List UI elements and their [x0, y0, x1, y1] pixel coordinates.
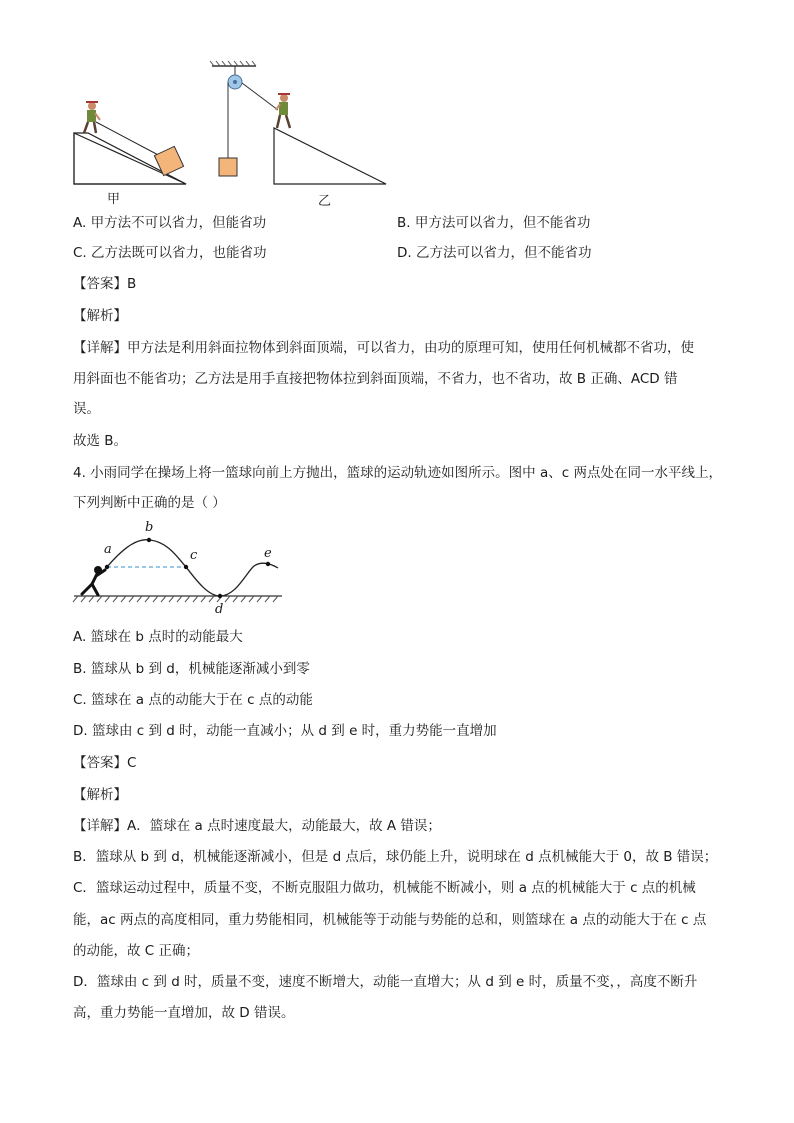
q4-detail-d-line-1: D．篮球由 c 到 d 时，质量不变，速度不断增大，动能一直增大；从 d 到 e 时，质量不变，，高度不断升 [73, 974, 698, 990]
q4-detail-c-line-1: C．篮球运动过程中，质量不变，不断克服阻力做功，机械能不断减小，则 a 点的机械能大于 c 点的机械 [73, 880, 696, 896]
point-c [184, 565, 188, 569]
label-yi: 乙 [318, 194, 332, 209]
q3-detail-line-1: 【详解】甲方法是利用斜面拉物体到斜面顶端，可以省力，由功的原理可知，使用任何机械都不省功，使 [73, 340, 694, 356]
figure-incline-and-pulley [60, 58, 400, 208]
q4-option-d: D. 篮球由 c 到 d 时，动能一直减小；从 d 到 e 时，重力势能一直增加 [73, 723, 497, 739]
q3-answer: 【答案】B [73, 276, 137, 292]
q3-option-b: B. 甲方法可以省力，但不能省功 [397, 215, 591, 231]
label-b: b [145, 520, 154, 535]
q3-option-c: C. 乙方法既可以省力，也能省功 [73, 245, 267, 261]
q4-option-b: B. 篮球从 b 到 d，机械能逐渐减小到零 [73, 661, 310, 677]
pulley-yi [210, 61, 386, 184]
point-a [105, 565, 109, 569]
label-d: d [215, 602, 224, 617]
incline-jia [74, 102, 186, 184]
q3-detail-line-2: 用斜面也不能省功；乙方法是用手直接把物体拉到斜面顶端，不省力，也不省功，故 B 正确、ACD 错 [73, 371, 678, 387]
q4-answer: 【答案】C [73, 755, 137, 771]
q4-detail-d-line-2: 高，重力势能一直增加，故 D 错误。 [73, 1005, 295, 1021]
q4-detail-b: B．篮球从 b 到 d，机械能逐渐减小，但是 d 点后，球仍能上升，说明球在 d 点机械能大于 0，故 B 错误； [73, 849, 718, 865]
person-jia [84, 102, 100, 133]
q3-option-a: A. 甲方法不可以省力，但能省功 [73, 215, 267, 231]
point-b [147, 538, 151, 542]
figure-basketball-trajectory [70, 518, 290, 622]
label-jia: 甲 [107, 192, 121, 207]
label-e: e [264, 546, 272, 561]
label-c: c [190, 548, 198, 563]
q4-detail-c-line-2: 能，ac 两点的高度相同，重力势能相同，机械能等于动能与势能的总和，则篮球在 a 点的动能大于在 c 点 [73, 912, 707, 928]
q3-analysis-heading: 【解析】 [73, 308, 127, 324]
q4-analysis-heading: 【解析】 [73, 787, 127, 803]
point-d [218, 594, 222, 598]
q4-option-c: C. 篮球在 a 点的动能大于在 c 点的动能 [73, 692, 313, 708]
label-a: a [104, 542, 112, 557]
q3-conclusion: 故选 B。 [73, 433, 128, 449]
point-e [266, 562, 270, 566]
q3-detail-line-3: 误。 [73, 401, 100, 417]
q4-detail-a: 【详解】A．篮球在 a 点时速度最大，动能最大，故 A 错误； [73, 818, 441, 834]
q4-detail-c-line-3: 的动能，故 C 正确； [73, 943, 200, 959]
q4-stem-line-2: 下列判断中正确的是（ ） [73, 495, 226, 511]
q4-stem-line-1: 4. 小雨同学在操场上将一篮球向前上方抛出，篮球的运动轨迹如图所示。图中 a、c 两点处在同一水平线上， [73, 465, 722, 481]
person-yi [276, 94, 290, 128]
hanging-box [219, 158, 237, 176]
thrower-figure [82, 566, 105, 595]
q3-option-d: D. 乙方法可以省力，但不能省功 [397, 245, 592, 261]
q4-option-a: A. 篮球在 b 点时的动能最大 [73, 629, 243, 645]
